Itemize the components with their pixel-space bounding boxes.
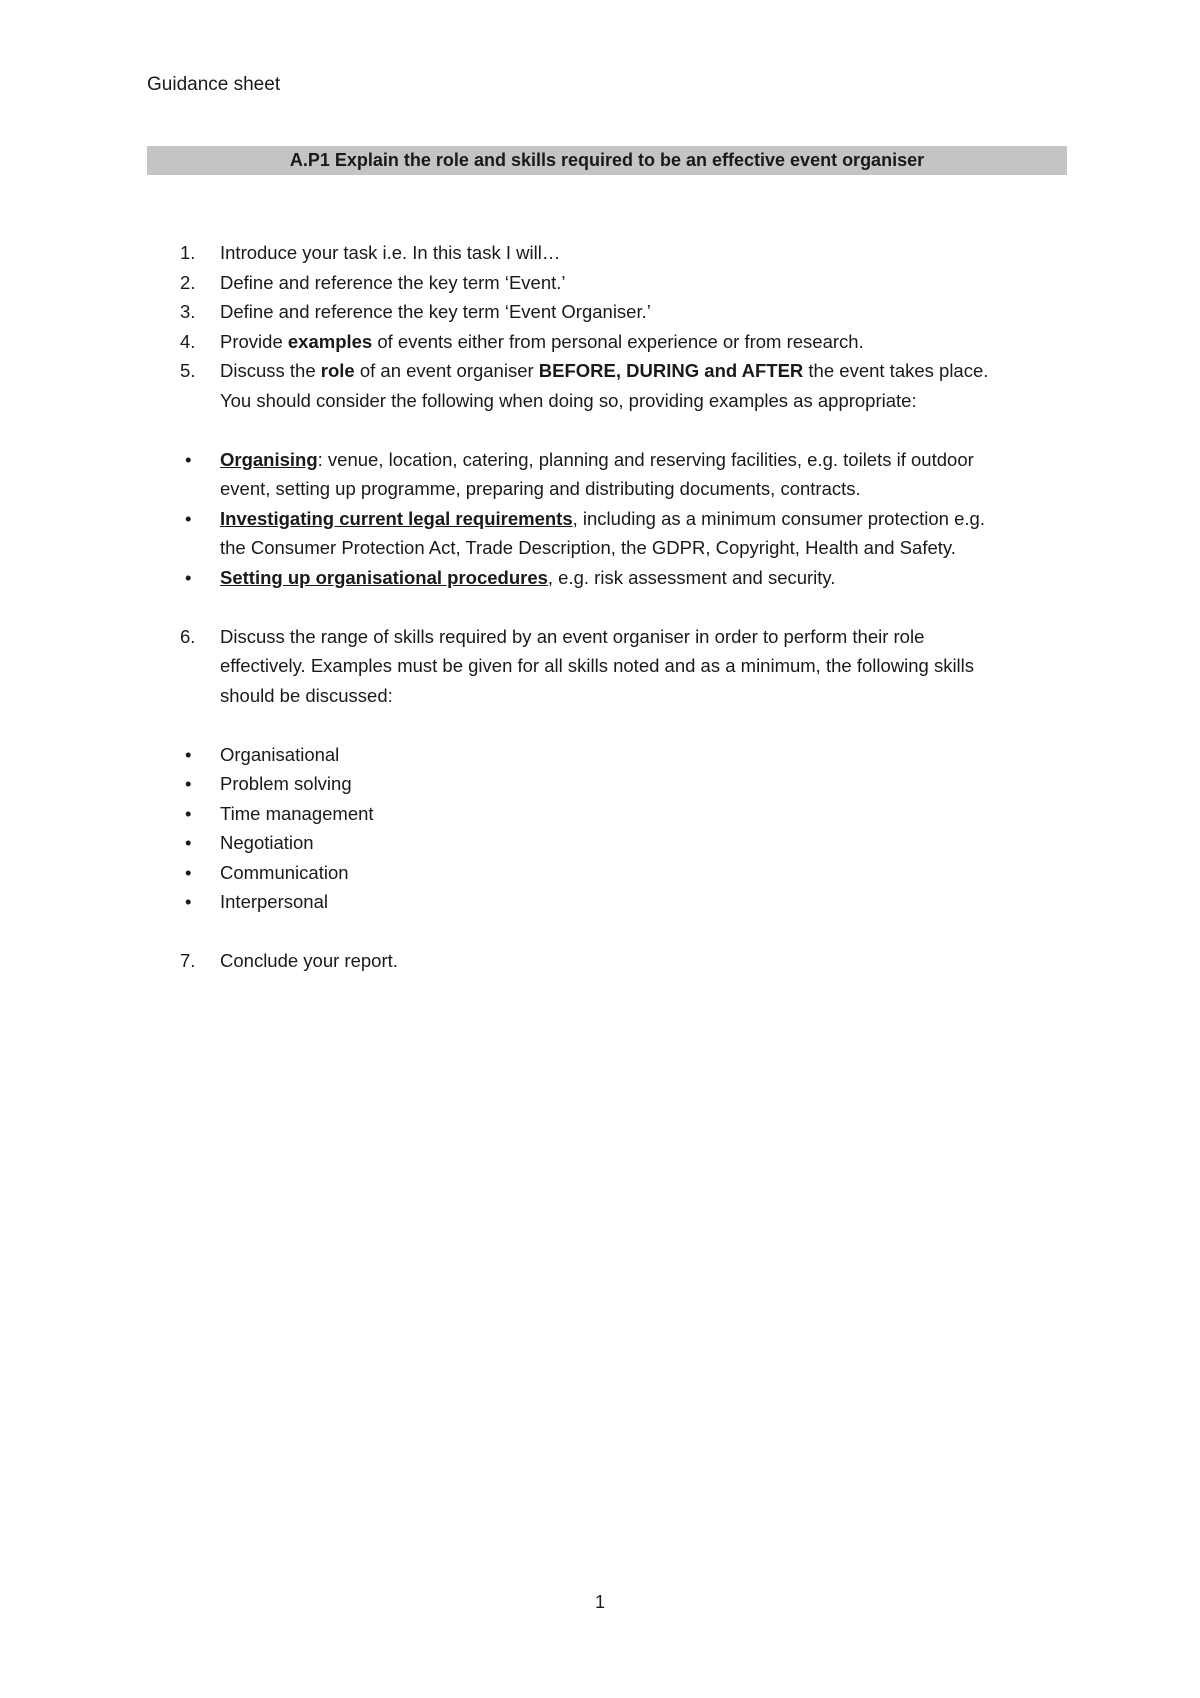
step-text-continued: effectively. Examples must be given for all skills noted and as a minimum, the following skills — [220, 655, 975, 676]
step-number: 5. — [180, 360, 196, 381]
step-text-part: of an event organiser — [354, 360, 539, 381]
list-item — [147, 858, 1077, 888]
bullet-heading: Setting up organisational procedures — [220, 566, 548, 588]
skill-item: Interpersonal — [220, 891, 328, 912]
bullet-icon: • — [185, 861, 192, 883]
bullet-icon: • — [185, 891, 192, 912]
list-item — [147, 828, 1077, 858]
bullet-heading: Organising — [220, 448, 318, 470]
step-number: 4. — [180, 330, 196, 352]
step-number: 6. — [180, 625, 196, 647]
step-text — [220, 356, 1077, 386]
bullet-icon: • — [185, 448, 192, 470]
bullet-text — [220, 445, 1077, 475]
list-item — [147, 740, 1077, 770]
skill-item: Time management — [220, 802, 374, 824]
list-item — [147, 769, 1077, 799]
skill-item: Communication — [220, 861, 349, 883]
bullet-icon: • — [185, 507, 192, 529]
list-item — [147, 297, 1077, 327]
bullet-text-continued: event, setting up programme, preparing and distributing documents, contracts. — [220, 478, 861, 499]
list-item — [147, 799, 1077, 829]
step-number: 1. — [180, 242, 196, 263]
list-item — [147, 445, 1077, 475]
bullet-text — [220, 563, 1077, 593]
step-text-bold: BEFORE, DURING and AFTER — [538, 360, 804, 381]
step-text-part: the event takes place. — [803, 360, 989, 381]
list-item — [147, 887, 1077, 917]
list-item — [147, 356, 1077, 386]
list-item — [147, 563, 1077, 593]
page-title: A.P1 Explain the role and skills required to be an effective event organiser — [147, 146, 1067, 175]
step-text: Introduce your task i.e. In this task I will… — [220, 242, 561, 263]
step-text-part: of events either from personal experience or from research. — [372, 330, 864, 352]
bullet-icon: • — [185, 773, 192, 794]
bullet-text-part: , including as a minimum consumer protection e.g. — [572, 507, 985, 529]
bullet-text-part: , e.g. risk assessment and security. — [547, 566, 836, 588]
bullet-icon: • — [185, 832, 192, 853]
step-number: 3. — [180, 301, 196, 322]
bullet-icon: • — [185, 802, 192, 824]
step-text-part: Provide — [220, 330, 288, 352]
bullet-icon: • — [185, 566, 192, 588]
list-item — [147, 238, 1077, 268]
step-number: 2. — [180, 271, 196, 293]
step-text — [220, 327, 1077, 357]
guidance-list — [147, 238, 1077, 976]
list-item — [147, 622, 1077, 652]
step-text-continued: should be discussed: — [220, 684, 393, 706]
bullet-text — [220, 504, 1077, 534]
step-text-bold: examples — [287, 330, 373, 352]
bullet-heading: Investigating current legal requirements — [220, 507, 573, 529]
skill-item: Negotiation — [220, 832, 314, 853]
step-text-part: Discuss the — [220, 360, 321, 381]
step-text: Define and reference the key term ‘Event Organiser.’ — [220, 301, 651, 322]
step-text: Conclude your report. — [220, 950, 398, 971]
step-text: Discuss the range of skills required by an event organiser in order to perform their role — [220, 625, 925, 647]
skill-item: Problem solving — [220, 773, 352, 794]
step-text: Define and reference the key term ‘Event.’ — [220, 271, 566, 293]
bullet-icon: • — [185, 743, 192, 765]
header-label: Guidance sheet — [147, 74, 281, 95]
step-number: 7. — [180, 950, 196, 971]
step-text-continued: You should consider the following when doing so, providing examples as appropriate: — [220, 389, 917, 411]
step-text-bold: role — [320, 360, 355, 381]
list-item — [147, 268, 1077, 298]
list-item — [147, 946, 1077, 976]
page-number: 1 — [594, 1592, 605, 1612]
list-item — [147, 504, 1077, 534]
bullet-text-part: : venue, location, catering, planning and reserving facilities, e.g. toilets if outdoor — [317, 448, 974, 470]
list-item — [147, 327, 1077, 357]
skill-item: Organisational — [220, 743, 340, 765]
bullet-text-continued: the Consumer Protection Act, Trade Description, the GDPR, Copyright, Health and Safety. — [220, 537, 956, 558]
